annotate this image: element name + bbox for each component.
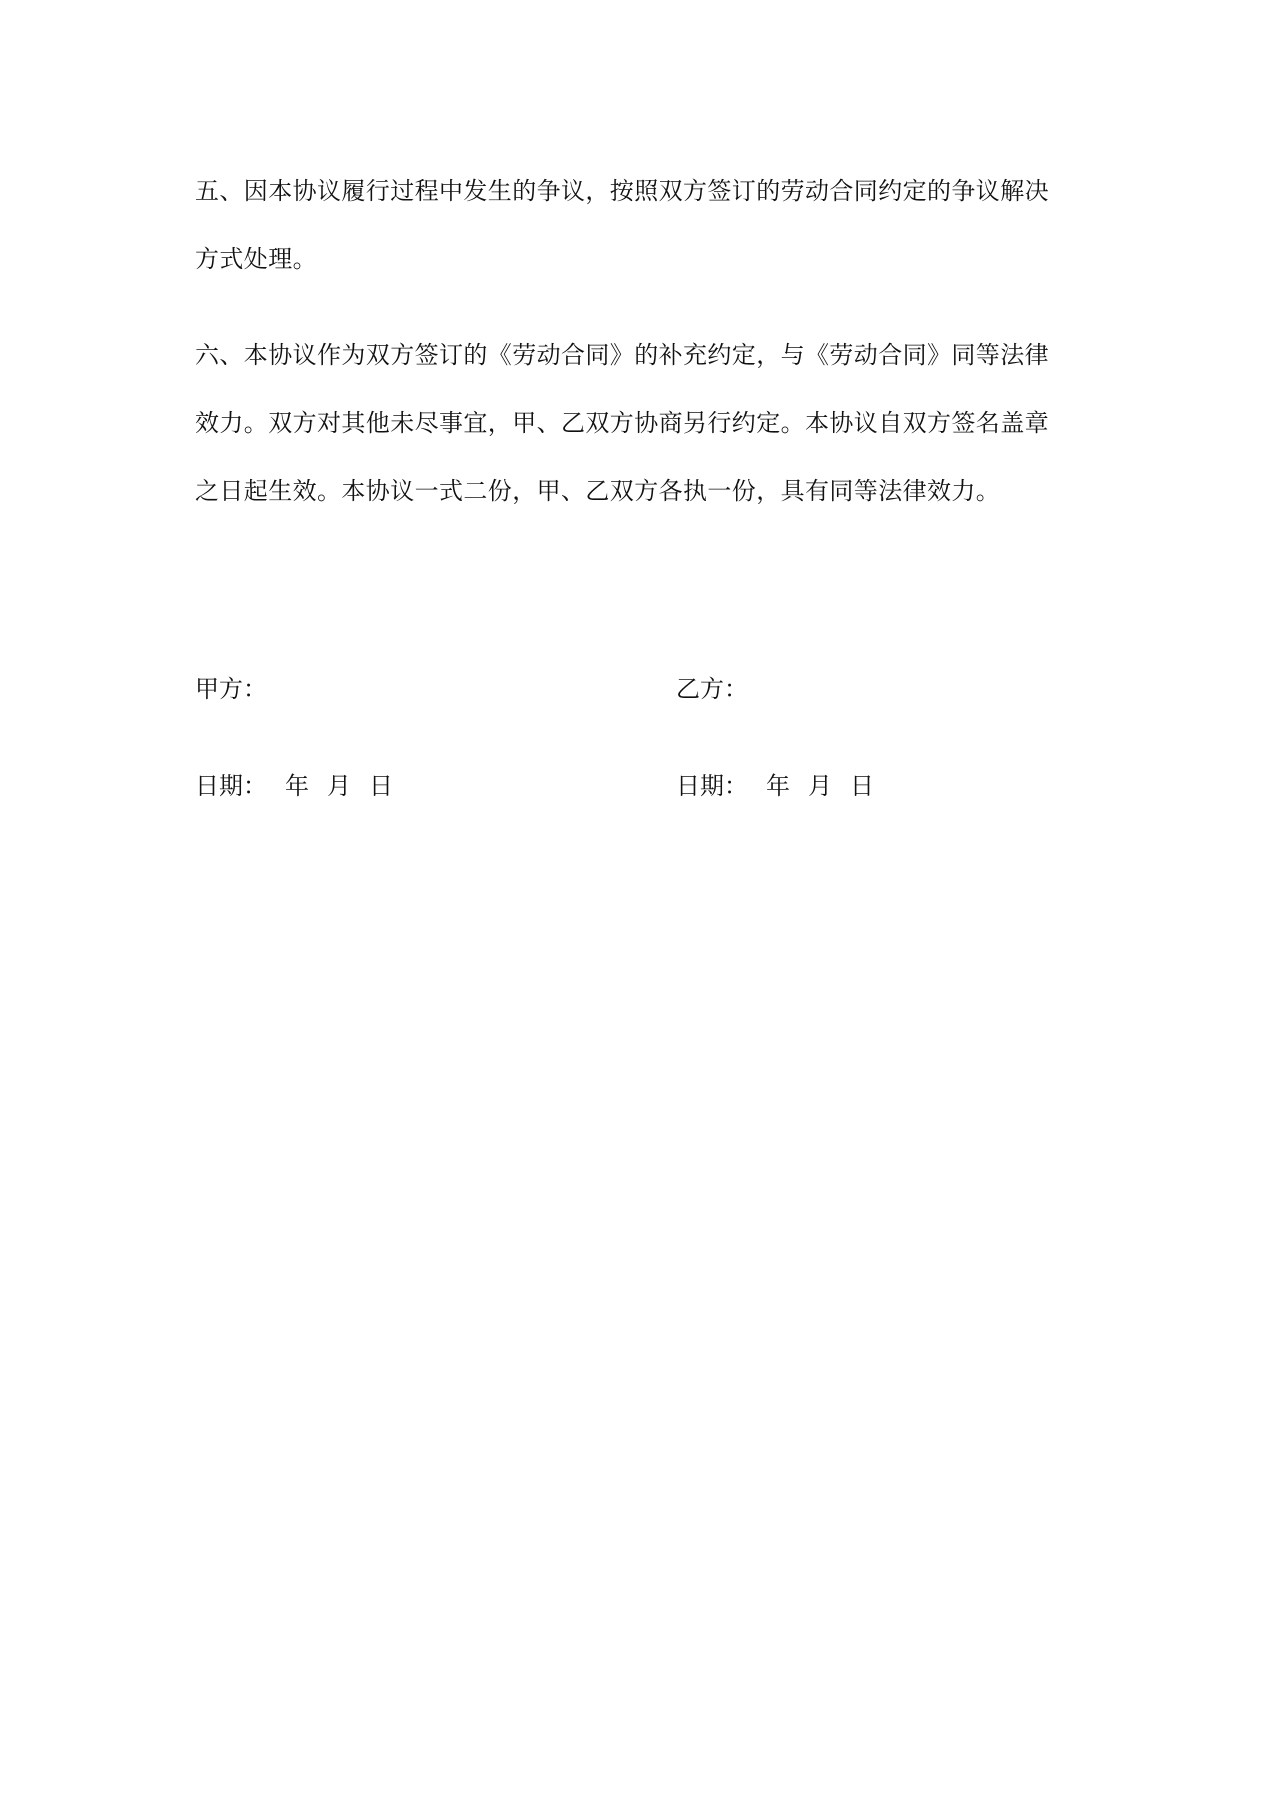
paragraph-5-line-1: 五、因本协议履行过程中发生的争议，按照双方签订的劳动合同约定的争议解决 [195,177,1049,205]
date-label: 日期： [676,772,748,800]
day-label: 日 [850,772,874,800]
paragraph-5-line-2: 方式处理。 [195,245,317,273]
party-b-label: 乙方： [676,675,748,703]
year-label: 年 [285,772,309,800]
paragraph-6-line-2: 效力。双方对其他未尽事宜，甲、乙双方协商另行约定。本协议自双方签名盖章 [195,409,1049,437]
paragraph-6-line-1: 六、本协议作为双方签订的《劳动合同》的补充约定，与《劳动合同》同等法律 [195,341,1049,369]
paragraph-6-line-3: 之日起生效。本协议一式二份，甲、乙双方各执一份，具有同等法律效力。 [195,477,1001,505]
day-label: 日 [369,772,393,800]
month-label: 月 [327,772,351,800]
year-label: 年 [766,772,790,800]
party-a-date [195,770,393,802]
month-label: 月 [808,772,832,800]
party-b-date [676,770,874,802]
party-a-label: 甲方： [195,675,267,703]
date-label: 日期： [195,772,267,800]
